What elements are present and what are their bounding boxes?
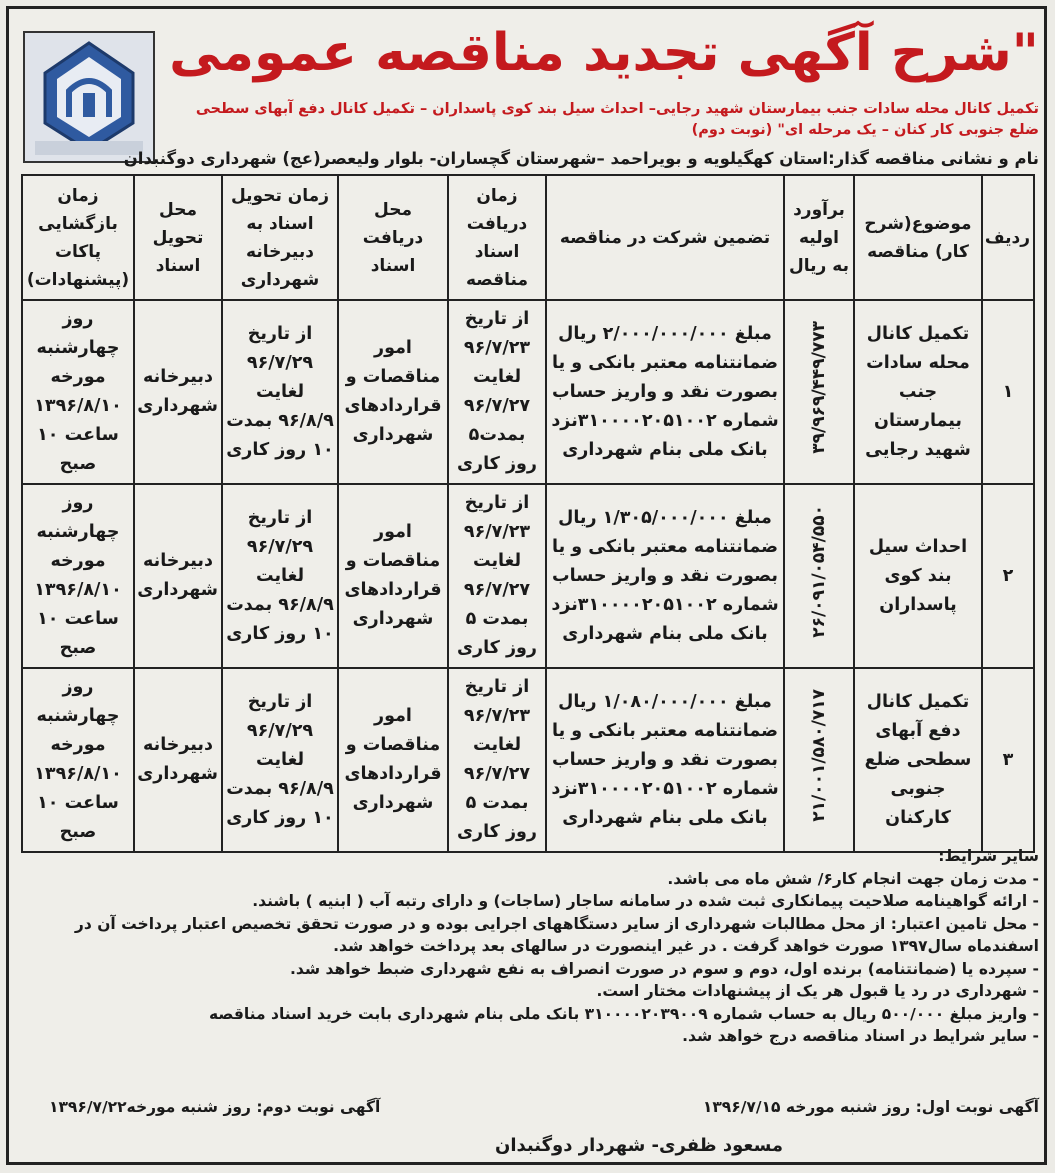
row-index: ۲ — [982, 484, 1034, 668]
tender-table — [21, 174, 1035, 853]
notice-title: "شرح آگهی تجدید مناقصه عمومی — [169, 23, 1039, 83]
row-receive-place: امور مناقصات و قراردادهای شهرداری — [338, 668, 448, 852]
condition-item: - محل تامین اعتبار: از محل مطالبات شهرداری از سایر دستگاههای اجرایی بوده و در صورت تحقق تخصیص اعتبار پرداخت آن در اسفندماه سال۱۳۹۷ صورت خواهد گرفت . در غیر اینصورت در سالهای بعد پرداخت خواهد شد. — [74, 914, 1039, 955]
header-deliver-time: زمان تحویل اسناد به دبیرخانه شهرداری — [222, 175, 338, 300]
logo-emblem-icon — [25, 33, 153, 161]
row-estimate: ۳۹/۹۶۹/۴۴۹/۷۷۳ — [808, 320, 829, 454]
row-estimate-cell — [784, 668, 854, 852]
row-deliver-place: دبیرخانه شهرداری — [134, 300, 222, 484]
header-estimate: برآورد اولیه به ریال — [784, 175, 854, 300]
table-row — [22, 668, 1034, 852]
row-receive-time: از تاریخ ۹۶/۷/۲۳ لغایت ۹۶/۷/۲۷ بمدت۵ روز کاری — [448, 300, 546, 484]
condition-item: - شهرداری در رد یا قبول هر یک از پیشنهادات مختار است. — [596, 982, 1039, 1000]
row-guarantee: مبلغ ۲/۰۰۰/۰۰۰/۰۰۰ ریال ضمانتنامه معتبر بانکی و یا بصورت نقد و واریز حساب شماره ۳۱۰۰۰۰۲۰۵۱۰۰۲نزد بانک ملی بنام شهرداری — [546, 300, 784, 484]
row-deliver-place: دبیرخانه شهرداری — [134, 484, 222, 668]
row-deliver-time: از تاریخ ۹۶/۷/۲۹ لغایت ۹۶/۸/۹ بمدت ۱۰ روز کاری — [222, 300, 338, 484]
row-index: ۳ — [982, 668, 1034, 852]
row-estimate: ۲۱/۰۰۱/۵۸۰/۷۱۷ — [808, 688, 829, 822]
header-opening: زمان بازگشایی پاکات (پیشنهادات) — [22, 175, 134, 300]
row-opening: روز چهارشنبه مورخه ۱۳۹۶/۸/۱۰ ساعت ۱۰ صبح — [22, 668, 134, 852]
first-notice-date: آگهی نوبت اول: روز شنبه مورخه ۱۳۹۶/۷/۱۵ — [702, 1098, 1039, 1116]
header-receive-time: زمان دریافت اسناد مناقصه — [448, 175, 546, 300]
municipality-logo — [23, 31, 155, 163]
row-subject: احداث سیل بند کوی پاسداران — [854, 484, 982, 668]
notice-sheet — [6, 6, 1047, 1165]
row-estimate-cell — [784, 484, 854, 668]
table-header-row — [22, 175, 1034, 300]
tender-authority: نام و نشانی مناقصه گذار:استان کهگیلویه و بویراحمد –شهرستان گچساران- بلوار ولیعصر(عج) شهرداری دوگنبدان — [123, 149, 1039, 168]
condition-item: - ارائه گواهینامه صلاحیت پیمانکاری ثبت شده در سامانه ساجار (ساجات) و دارای رتبه آب ( ابنیه ) باشند. — [252, 892, 1039, 910]
row-guarantee: مبلغ ۱/۰۸۰/۰۰۰/۰۰۰ ریال ضمانتنامه معتبر بانکی و یا بصورت نقد و واریز حساب شماره ۳۱۰۰۰۰۲۰۵۱۰۰۲نزد بانک ملی بنام شهرداری — [546, 668, 784, 852]
row-opening: روز چهارشنبه مورخه ۱۳۹۶/۸/۱۰ ساعت ۱۰ صبح — [22, 484, 134, 668]
header-subject: موضوع(شرح کار) مناقصه — [854, 175, 982, 300]
mayor-signature: مسعود ظفری- شهردار دوگنبدان — [494, 1135, 784, 1156]
row-receive-time: از تاریخ ۹۶/۷/۲۳ لغایت ۹۶/۷/۲۷ بمدت ۵ روز کاری — [448, 668, 546, 852]
condition-item: - سایر شرایط در اسناد مناقصه درج خواهد شد. — [682, 1027, 1039, 1045]
row-opening: روز چهارشنبه مورخه ۱۳۹۶/۸/۱۰ ساعت ۱۰ صبح — [22, 300, 134, 484]
condition-item: - سپرده یا (ضمانتنامه) برنده اول، دوم و سوم در صورت انصراف به نفع شهرداری ضبط خواهد شد. — [290, 959, 1039, 978]
header-deliver-place: محل تحویل اسناد — [134, 175, 222, 300]
row-estimate-cell — [784, 300, 854, 484]
row-receive-time: از تاریخ ۹۶/۷/۲۳ لغایت ۹۶/۷/۲۷ بمدت ۵ روز کاری — [448, 484, 546, 668]
condition-item: - واریز مبلغ ۵۰۰/۰۰۰ ریال به حساب شماره ۳۱۰۰۰۰۲۰۳۹۰۰۹ بانک ملی بنام شهرداری بابت خرید اسناد مناقصه — [209, 1004, 1039, 1023]
row-deliver-time: از تاریخ ۹۶/۷/۲۹ لغایت ۹۶/۸/۹ بمدت ۱۰ روز کاری — [222, 484, 338, 668]
row-subject: تکمیل کانال محله سادات جنب بیمارستان شهید رجایی — [854, 300, 982, 484]
condition-item: - مدت زمان جهت انجام کار۶/ شش ماه می باشد. — [667, 869, 1039, 888]
other-conditions — [49, 845, 1039, 1048]
second-notice-date: آگهی نوبت دوم: روز شنبه مورخه۱۳۹۶/۷/۲۲ — [49, 1098, 381, 1116]
header-guarantee: تضمین شرکت در مناقصه — [546, 175, 784, 300]
row-receive-place: امور مناقصات و قراردادهای شهرداری — [338, 484, 448, 668]
row-guarantee: مبلغ ۱/۳۰۵/۰۰۰/۰۰۰ ریال ضمانتنامه معتبر بانکی و یا بصورت نقد و واریز حساب شماره ۳۱۰۰۰۰۲۰۵۱۰۰۲نزد بانک ملی بنام شهرداری — [546, 484, 784, 668]
row-deliver-place: دبیرخانه شهرداری — [134, 668, 222, 852]
conditions-heading: سایر شرایط: — [938, 847, 1039, 865]
row-estimate: ۲۶/۰۹۱/۰۵۴/۵۵۰ — [808, 504, 829, 638]
row-deliver-time: از تاریخ ۹۶/۷/۲۹ لغایت ۹۶/۸/۹ بمدت ۱۰ روز کاری — [222, 668, 338, 852]
row-index: ۱ — [982, 300, 1034, 484]
table-row — [22, 300, 1034, 484]
header-index: ردیف — [982, 175, 1034, 300]
row-receive-place: امور مناقصات و قراردادهای شهرداری — [338, 300, 448, 484]
row-subject: تکمیل کانال دفع آبهای سطحی ضلع جنوبی کارکنان — [854, 668, 982, 852]
header-receive-place: محل دریافت اسناد — [338, 175, 448, 300]
table-row — [22, 484, 1034, 668]
notice-subtitle: تکمیل کانال محله سادات جنب بیمارستان شهید رجایی– احداث سیل بند کوی پاسداران – تکمیل کانال دفع آبهای سطحی ضلع جنوبی کار کنان – یک مرحله ای" (نوبت دوم) — [195, 101, 1039, 138]
notice-dates — [49, 1095, 1039, 1119]
